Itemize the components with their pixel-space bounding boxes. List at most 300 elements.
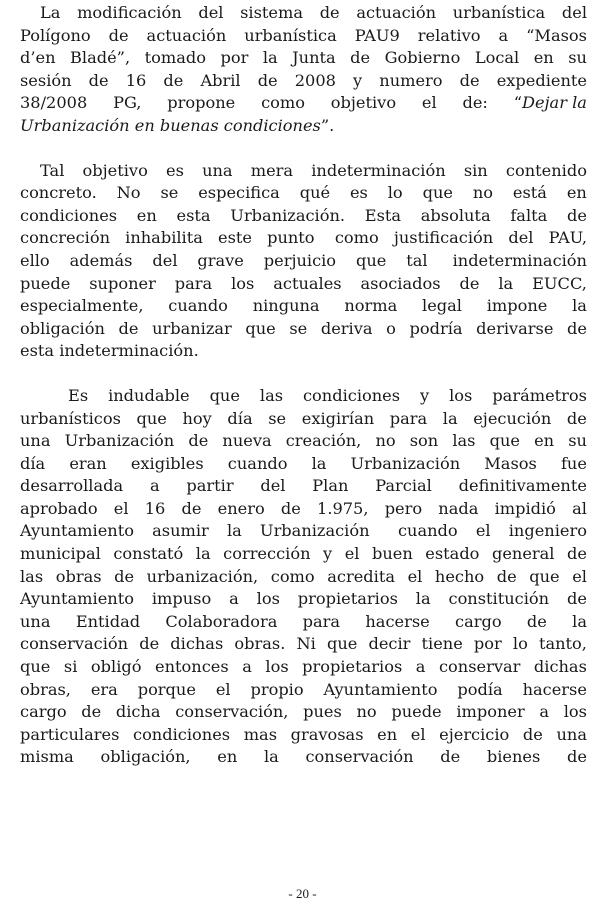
word: dichas	[533, 657, 587, 677]
word: sistema	[240, 3, 304, 22]
word: desarrollada	[20, 476, 124, 496]
word: era	[90, 679, 118, 699]
word: indudable	[108, 385, 190, 405]
word: objetivo	[330, 93, 397, 113]
word: de	[81, 702, 102, 722]
word: obligó	[90, 657, 142, 677]
word: al	[572, 498, 587, 518]
text-line	[20, 746, 587, 769]
word: fue	[560, 453, 587, 473]
word: propietarios	[297, 589, 398, 609]
word: para	[302, 611, 341, 631]
word: el	[410, 724, 426, 744]
word: no	[356, 702, 377, 722]
word: deriva	[320, 318, 373, 338]
text-line	[20, 227, 587, 250]
word: y	[323, 544, 333, 564]
word: estado	[425, 544, 480, 564]
word: Gobierno	[384, 48, 461, 68]
word: a	[242, 657, 252, 677]
word: Plan	[312, 476, 349, 496]
word: inhabilita	[125, 228, 203, 248]
word: como	[334, 228, 379, 248]
word: PAU,	[548, 228, 587, 248]
word: obras.	[234, 634, 286, 654]
word: cargo	[455, 611, 502, 631]
word: de	[350, 48, 371, 68]
text-line	[20, 2, 587, 25]
word: urbanística	[452, 3, 546, 22]
word: 38/2008	[20, 93, 88, 113]
text-line	[20, 160, 587, 183]
word: una	[20, 431, 51, 451]
word: hecho	[434, 566, 485, 586]
word: de	[566, 544, 587, 564]
text-line	[20, 340, 587, 363]
word: obligación	[20, 318, 105, 338]
word: constitución	[448, 589, 550, 609]
word: urbanística	[244, 25, 337, 45]
word: en	[533, 48, 554, 68]
word: las	[259, 385, 284, 405]
word: de	[108, 25, 129, 45]
word: impone	[486, 296, 548, 316]
word: dicha	[115, 702, 161, 722]
text-line	[20, 385, 587, 408]
word: en	[377, 724, 398, 744]
word: de:	[462, 93, 488, 113]
word: general	[491, 544, 555, 564]
word: PAU9	[354, 25, 400, 45]
word: puede	[20, 273, 71, 293]
word: de	[459, 273, 480, 293]
word: derivarse	[476, 318, 554, 338]
word: Masos	[484, 453, 537, 473]
word: una	[20, 611, 51, 631]
word: a	[149, 476, 160, 496]
text-line	[20, 475, 587, 498]
word: la	[226, 521, 242, 541]
word: de	[496, 566, 517, 586]
word: obras	[55, 566, 102, 586]
word: Ayuntamiento	[20, 521, 134, 541]
word: constató	[113, 544, 184, 564]
word: 1.975,	[317, 498, 369, 518]
word: EUCC,	[532, 273, 587, 293]
word: perjuicio	[263, 250, 337, 270]
word: por	[473, 634, 502, 654]
word: concreción	[20, 228, 111, 248]
word: suponer	[89, 273, 156, 293]
word: o	[386, 318, 396, 338]
word: ninguna	[252, 296, 320, 316]
text-line	[20, 250, 587, 273]
word: de	[567, 205, 587, 225]
word: municipal	[20, 544, 101, 564]
word: bienes	[486, 747, 541, 767]
word: modificación	[77, 3, 182, 22]
text-line	[20, 92, 587, 115]
word: que	[326, 634, 358, 654]
word: a	[415, 657, 426, 677]
word: imponer	[456, 702, 525, 722]
word: de	[114, 566, 135, 586]
word: mas	[243, 724, 277, 744]
word: no	[375, 431, 396, 451]
word: de	[319, 3, 340, 22]
word: la	[262, 48, 278, 68]
word: de	[459, 70, 480, 90]
word: a	[498, 25, 509, 45]
word: ejercicio	[439, 724, 510, 744]
word: esta indeterminación.	[20, 341, 199, 361]
text-line	[20, 182, 587, 205]
word: propio	[250, 679, 304, 699]
word: los	[563, 702, 587, 722]
word: de	[280, 498, 301, 518]
word: nueva	[222, 431, 272, 451]
text-line	[20, 115, 587, 138]
word: d’en	[20, 48, 56, 68]
text-line	[20, 566, 587, 589]
word: de	[163, 70, 184, 90]
text-line	[20, 701, 587, 724]
word: de	[522, 724, 543, 744]
text-line	[20, 679, 587, 702]
word: del	[152, 250, 178, 270]
word: enero	[217, 498, 265, 518]
document-page	[20, 2, 587, 769]
text-line	[20, 633, 587, 656]
word: ejecución	[473, 408, 552, 428]
word: La	[40, 3, 61, 22]
word: qué	[299, 183, 331, 203]
word: creación,	[285, 431, 362, 451]
word: que	[422, 183, 453, 203]
word: Urbanización.	[230, 205, 346, 225]
word: obligación,	[100, 747, 191, 767]
word: de	[567, 747, 587, 767]
word: Urbanización	[259, 521, 380, 541]
word: tomado	[144, 48, 206, 68]
word: ello	[20, 250, 50, 270]
word: Es	[68, 385, 89, 405]
word: definitivamente	[458, 476, 587, 496]
word: 16	[144, 498, 166, 518]
word: podría	[409, 318, 463, 338]
word: de	[526, 611, 547, 631]
word: hacerse	[522, 679, 587, 699]
word: condiciones	[20, 205, 118, 225]
word: lo	[512, 634, 528, 654]
word: exigibles	[130, 453, 204, 473]
word: “Masos	[526, 25, 587, 45]
word: Urbanización	[350, 453, 461, 473]
word: corrección	[223, 544, 311, 564]
word: tal	[406, 250, 433, 270]
word: el	[407, 566, 423, 586]
text-line	[20, 295, 587, 318]
text-line	[20, 408, 587, 431]
word: para	[174, 273, 213, 293]
word: que	[20, 657, 51, 677]
word: actuación	[356, 3, 437, 22]
word: Local	[474, 48, 520, 68]
word: se	[268, 408, 287, 428]
word: exigirían	[301, 408, 375, 428]
word: cuando	[397, 521, 458, 541]
text-line	[20, 611, 587, 634]
word: parámetros	[492, 385, 587, 405]
word: para	[389, 408, 428, 428]
word: las	[20, 566, 44, 586]
word: conservación,	[175, 702, 289, 722]
word: conservar	[438, 657, 521, 677]
word: sin	[463, 160, 488, 180]
word: día	[227, 408, 253, 428]
word: puede	[391, 702, 442, 722]
word: actuales	[273, 273, 342, 293]
word: el	[113, 498, 129, 518]
word: se	[160, 183, 179, 203]
word: urbanizar	[152, 318, 232, 338]
word: nada	[438, 498, 479, 518]
word: este	[218, 228, 252, 248]
word: expediente	[496, 70, 587, 90]
word: y	[353, 70, 363, 90]
word: que	[489, 431, 520, 451]
word: No	[116, 183, 141, 203]
word: una	[202, 160, 233, 180]
word: indeterminación	[452, 250, 587, 270]
word: en	[136, 205, 157, 225]
word: condiciones	[133, 724, 231, 744]
word: hacerse	[365, 611, 430, 631]
paragraph-2	[20, 160, 587, 363]
word: Bladé”,	[70, 48, 131, 68]
word: Tal	[40, 160, 65, 180]
word: contenido	[505, 160, 587, 180]
word: el	[475, 521, 491, 541]
word: sesión	[20, 70, 72, 90]
word: especifica	[198, 183, 280, 203]
word: día	[20, 453, 46, 473]
word: Urbanización	[64, 431, 175, 451]
word: 2008	[294, 70, 336, 90]
word: gravosas	[290, 724, 364, 744]
word: son	[409, 431, 439, 451]
text-line	[20, 498, 587, 521]
word: en	[566, 183, 587, 203]
word: objetivo	[82, 160, 148, 180]
word: conservación	[20, 634, 129, 654]
word: punto	[267, 228, 320, 248]
word: PG,	[113, 93, 142, 113]
word: misma	[20, 747, 74, 767]
text-line	[20, 520, 587, 543]
word: del	[260, 476, 286, 496]
word: de	[440, 747, 461, 767]
word: porque	[137, 679, 196, 699]
page-number: - 20 -	[288, 886, 317, 901]
word: aprobado	[20, 498, 98, 518]
word: Ayuntamiento	[323, 679, 438, 699]
word: 16	[125, 70, 147, 90]
text-line	[20, 205, 587, 228]
word: su	[568, 48, 587, 68]
word: Urbanización en buenas condiciones”.	[20, 115, 335, 135]
word: pues	[303, 702, 342, 722]
word: si	[63, 657, 78, 677]
text-line	[20, 724, 587, 747]
word: tiene	[421, 634, 463, 654]
text-line	[20, 25, 587, 48]
word: Abril	[200, 70, 241, 90]
word: los	[449, 385, 473, 405]
word: particulares	[20, 724, 120, 744]
word: esta	[176, 205, 211, 225]
word: que	[355, 250, 387, 270]
word: impuso	[151, 589, 212, 609]
word: el	[572, 566, 587, 586]
word: Ayuntamiento	[20, 589, 134, 609]
word: “Dejar la	[513, 93, 587, 113]
word: partir	[186, 476, 234, 496]
word: lo	[387, 183, 403, 203]
text-line	[20, 430, 587, 453]
word: Esta	[364, 205, 402, 225]
word: actuación	[146, 25, 227, 45]
word: de	[566, 589, 587, 609]
word: Ni	[296, 634, 316, 654]
word: Junta	[292, 48, 336, 68]
word: propietarios	[302, 657, 403, 677]
text-line	[20, 656, 587, 679]
word: ingeniero	[508, 521, 587, 541]
word: los	[256, 589, 280, 609]
word: cuando	[227, 453, 288, 473]
word: justificación	[393, 228, 494, 248]
word: pero	[384, 498, 423, 518]
word: de	[139, 634, 160, 654]
word: indeterminación	[311, 160, 446, 180]
word: Colaboradora	[165, 611, 278, 631]
word: a	[539, 702, 550, 722]
word: no	[472, 183, 494, 203]
word: relativo	[417, 25, 481, 45]
word: los	[265, 657, 289, 677]
word: de	[567, 318, 587, 338]
word: de	[181, 498, 202, 518]
word: el	[215, 679, 231, 699]
word: Parcial	[375, 476, 432, 496]
word: las	[452, 431, 476, 451]
word: del	[508, 228, 534, 248]
word: legal	[422, 296, 462, 316]
word: y	[420, 385, 430, 405]
word: mera	[250, 160, 294, 180]
word: que	[209, 385, 240, 405]
word: Polígono	[20, 25, 91, 45]
word: propone	[167, 93, 236, 113]
word: la	[442, 408, 458, 428]
word: de	[88, 70, 109, 90]
word: buen	[371, 544, 413, 564]
word: como	[261, 93, 305, 113]
word: eran	[69, 453, 107, 473]
paragraph-3	[20, 385, 587, 769]
word: urbanísticos	[20, 408, 121, 428]
word: por	[220, 48, 249, 68]
word: que	[245, 318, 276, 338]
text-line	[20, 543, 587, 566]
word: es	[349, 183, 368, 203]
word: acredita	[327, 566, 395, 586]
text-line	[20, 70, 587, 93]
word: como	[270, 566, 315, 586]
word: grave	[197, 250, 244, 270]
word: impidió	[494, 498, 556, 518]
word: concreto.	[20, 183, 97, 203]
word: en	[217, 747, 238, 767]
word: asociados	[360, 273, 441, 293]
word: es	[166, 160, 184, 180]
word: la	[572, 611, 587, 631]
word: la	[195, 544, 211, 564]
word: cuando	[168, 296, 228, 316]
word: la	[263, 747, 279, 767]
word: cargo	[20, 702, 67, 722]
word: hoy	[182, 408, 212, 428]
word: falta	[510, 205, 548, 225]
word: podía	[457, 679, 503, 699]
word: decir	[368, 634, 411, 654]
word: a	[229, 589, 239, 609]
word: numero	[379, 70, 443, 90]
word: Entidad	[75, 611, 141, 631]
word: conservación	[305, 747, 414, 767]
word: de	[188, 431, 209, 451]
word: además	[69, 250, 133, 270]
word: el	[344, 544, 360, 564]
word: tanto,	[538, 634, 587, 654]
text-line	[20, 273, 587, 296]
word: el	[421, 93, 437, 113]
word: del	[198, 3, 224, 22]
word: de	[118, 318, 139, 338]
word: urbanización,	[146, 566, 259, 586]
word: absoluta	[420, 205, 491, 225]
word: los	[231, 273, 255, 293]
text-line	[20, 318, 587, 341]
word: especialmente,	[20, 296, 144, 316]
word: entonces	[155, 657, 229, 677]
paragraph-1	[20, 2, 587, 138]
word: su	[568, 431, 587, 451]
text-line	[20, 453, 587, 476]
word: asumir	[152, 521, 209, 541]
word: norma	[344, 296, 398, 316]
word: la	[415, 589, 431, 609]
word: condiciones	[302, 385, 401, 405]
word: la	[311, 453, 327, 473]
word: en	[534, 431, 555, 451]
text-line	[20, 588, 587, 611]
word: la	[572, 296, 587, 316]
word: de	[566, 408, 587, 428]
word: está	[512, 183, 547, 203]
word: del	[561, 3, 587, 22]
